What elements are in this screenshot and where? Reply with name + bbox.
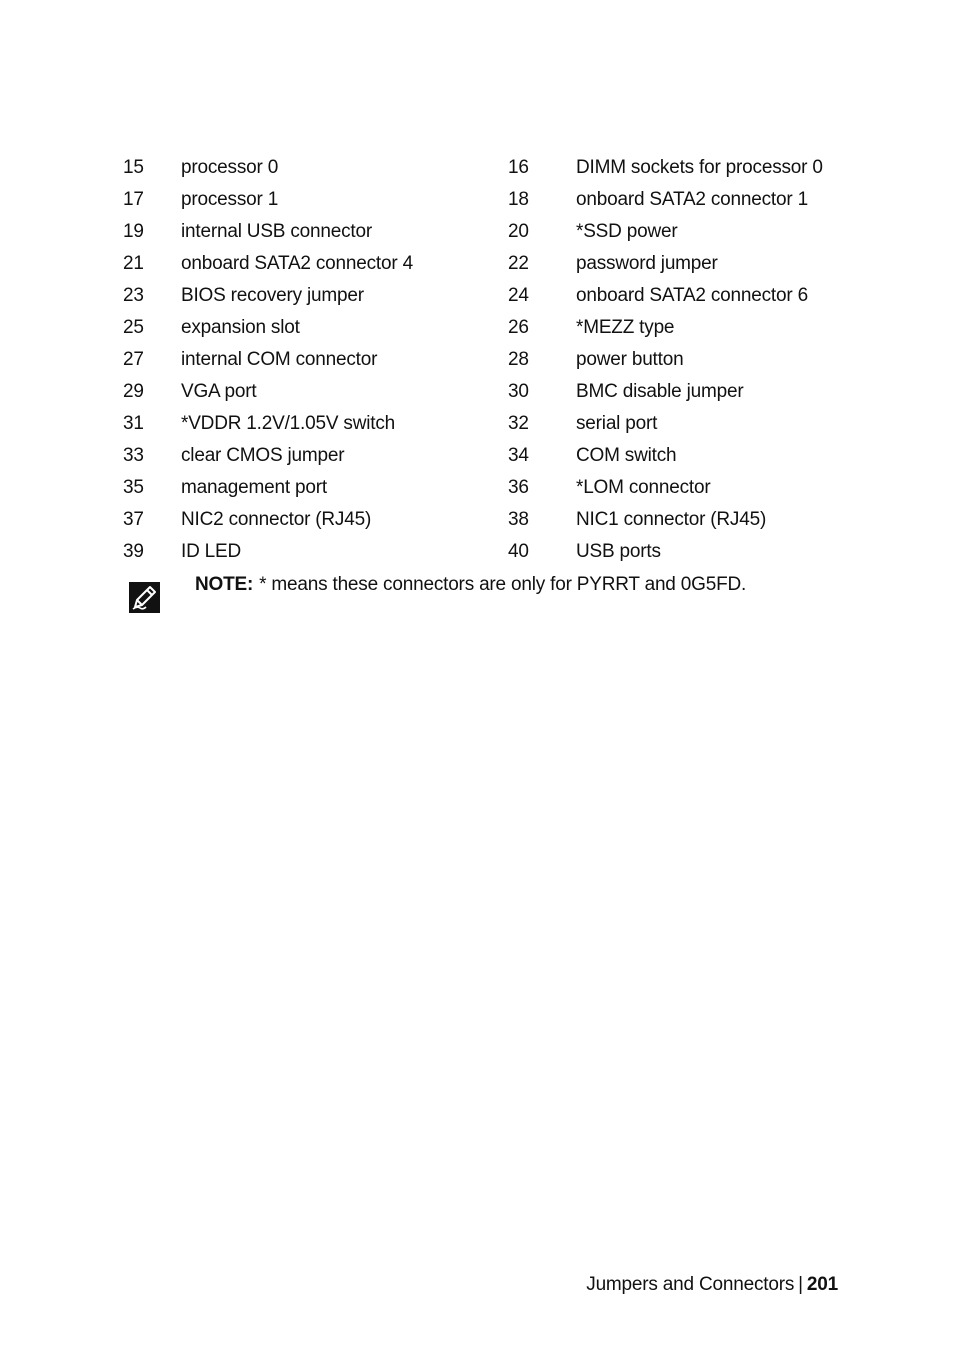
note-label: NOTE:	[195, 574, 254, 595]
legend-label: BMC disable jumper	[576, 381, 744, 402]
legend-number: 40	[508, 541, 529, 562]
legend-label: NIC1 connector (RJ45)	[576, 509, 767, 530]
legend-number: 17	[123, 189, 144, 210]
legend-number: 27	[123, 349, 144, 370]
legend-row	[0, 248, 954, 280]
footer-section-title: Jumpers and Connectors	[586, 1274, 795, 1295]
pencil-note-icon	[129, 582, 160, 613]
legend-row	[0, 152, 954, 184]
legend-row	[0, 184, 954, 216]
legend-label: onboard SATA2 connector 6	[576, 285, 808, 306]
note-text	[195, 572, 746, 598]
legend-label: onboard SATA2 connector 4	[181, 253, 413, 274]
legend-label: VGA port	[181, 381, 257, 402]
legend-number: 15	[123, 157, 144, 178]
legend-row	[0, 312, 954, 344]
legend-number: 29	[123, 381, 144, 402]
legend-number: 35	[123, 477, 144, 498]
legend-number: 32	[508, 413, 529, 434]
legend-label: DIMM sockets for processor 0	[576, 157, 823, 178]
legend-number: 22	[508, 253, 529, 274]
legend-label: serial port	[576, 413, 658, 434]
legend-row	[0, 344, 954, 376]
legend-row	[0, 504, 954, 536]
legend-number: 33	[123, 445, 144, 466]
legend-number: 16	[508, 157, 529, 178]
legend-label: *SSD power	[576, 221, 678, 242]
legend-label: processor 0	[181, 157, 279, 178]
legend-label: *MEZZ type	[576, 317, 675, 338]
legend-label: onboard SATA2 connector 1	[576, 189, 808, 210]
legend-number: 18	[508, 189, 529, 210]
legend-number: 24	[508, 285, 529, 306]
legend-row	[0, 472, 954, 504]
legend-row	[0, 216, 954, 248]
legend-label: ID LED	[181, 541, 242, 562]
legend-label: processor 1	[181, 189, 279, 210]
page-footer	[586, 1272, 838, 1298]
legend-number: 28	[508, 349, 529, 370]
legend-label: *LOM connector	[576, 477, 711, 498]
legend-label: expansion slot	[181, 317, 300, 338]
legend-number: 25	[123, 317, 144, 338]
legend-row	[0, 408, 954, 440]
footer-separator: |	[798, 1274, 803, 1295]
note-body: * means these connectors are only for PYRRT and 0G5FD.	[259, 574, 747, 595]
legend-row	[0, 280, 954, 312]
legend-number: 20	[508, 221, 529, 242]
legend-number: 31	[123, 413, 144, 434]
legend-label: clear CMOS jumper	[181, 445, 345, 466]
legend-number: 30	[508, 381, 529, 402]
legend-number: 23	[123, 285, 144, 306]
legend-label: management port	[181, 477, 327, 498]
legend-label: power button	[576, 349, 684, 370]
legend-number: 19	[123, 221, 144, 242]
legend-label: *VDDR 1.2V/1.05V switch	[181, 413, 395, 434]
legend-label: password jumper	[576, 253, 718, 274]
legend-row	[0, 440, 954, 472]
legend-number: 21	[123, 253, 144, 274]
legend-number: 38	[508, 509, 529, 530]
legend-number: 39	[123, 541, 144, 562]
legend-number: 34	[508, 445, 529, 466]
page-number: 201	[806, 1274, 838, 1295]
legend-label: internal COM connector	[181, 349, 378, 370]
legend-number: 37	[123, 509, 144, 530]
legend-label: USB ports	[576, 541, 661, 562]
connector-legend	[0, 152, 954, 568]
legend-row	[0, 536, 954, 568]
legend-row	[0, 376, 954, 408]
note-block	[0, 572, 954, 622]
legend-label: BIOS recovery jumper	[181, 285, 364, 306]
legend-number: 26	[508, 317, 529, 338]
legend-label: COM switch	[576, 445, 677, 466]
legend-label: internal USB connector	[181, 221, 372, 242]
legend-number: 36	[508, 477, 529, 498]
legend-label: NIC2 connector (RJ45)	[181, 509, 372, 530]
